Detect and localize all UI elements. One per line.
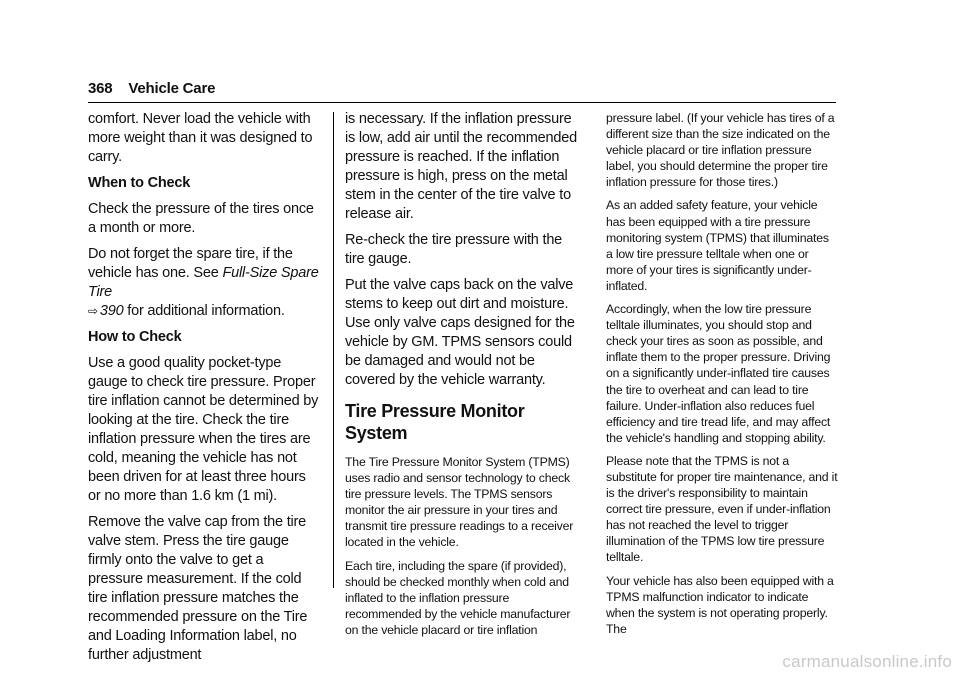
paragraph: Use a good quality pocket-type gauge to check tire pressure. Proper tire inflation cannot be determined by looking at the tire. Check the tire inflation pressure when the tires are cold, meaning the vehicle has not been driven for at least three hours or no more than 1.6 km (1 mi). — [88, 355, 319, 504]
paragraph: Remove the valve cap from the tire valve stem. Press the tire gauge firmly onto the valve to get a pressure measurement. If the cold tire inflation pressure matches the recommended pressure on the Tire and Loading Information label, no further adjustment — [88, 514, 308, 663]
paragraph: is necessary. If the inflation pressure is low, add air until the recommended pressure is reached. If the inflation pressure is high, press on the metal stem in the center of the tire valve to release air. — [345, 111, 577, 222]
paragraph: Your vehicle has also been equipped with a TPMS malfunction indicator to indicate when the system is not operating properly. The — [606, 573, 834, 636]
paragraph: Please note that the TPMS is not a substitute for proper tire maintenance, and it is the driver's responsibility to maintain correct tire pressure, even if under-inflation has not reached the level to trigger illumination of the TPMS low tire pressure telltale. — [606, 453, 838, 565]
subheading-how-to-check: How to Check — [88, 329, 182, 345]
spare-tire-link[interactable]: Full-Size Spare Tire — [88, 265, 319, 300]
column-2 — [345, 110, 581, 645]
page-number: 368 — [88, 80, 113, 97]
section-name: Vehicle Care — [128, 80, 216, 97]
subheading-when-to-check: When to Check — [88, 175, 191, 191]
column-1 — [88, 110, 320, 672]
page-ref-link[interactable]: 390 — [99, 303, 124, 319]
page-header — [88, 80, 836, 103]
paragraph: Put the valve caps back on the valve stems to keep out dirt and moisture. Use only valve caps designed for the vehicle by GM. TPMS sensors could be damaged and would not be covered by the vehicle warranty. — [345, 277, 575, 388]
paragraph: comfort. Never load the vehicle with more weight than it was designed to carry. — [88, 111, 313, 165]
column-3 — [606, 110, 838, 644]
watermark: carmanualsonline.info — [782, 652, 952, 671]
paragraph: Check the pressure of the tires once a month or more. — [88, 201, 314, 236]
paragraph: The Tire Pressure Monitor System (TPMS) uses radio and sensor technology to check tire pressure levels. The TPMS sensors monitor the air pressure in your tires and transmit tire pressure readings to a receiver located in the vehicle. — [345, 455, 574, 550]
section-title: Tire Pressure Monitor System — [345, 401, 525, 443]
column-divider — [333, 112, 334, 588]
page-ref-arrow-icon: ⇨ — [88, 304, 98, 318]
paragraph-spare-tire: Do not forget the spare tire, if the vehicle has one. See Full-Size Spare Tire ⇨ 390 for additional information. — [88, 246, 319, 319]
paragraph: pressure label. (If your vehicle has tires of a different size than the size indicated on the vehicle placard or tire inflation pressure label, you should determine the proper tire inflation pressure for those tires.) — [606, 111, 835, 190]
paragraph: As an added safety feature, your vehicle has been equipped with a tire pressure monitoring system (TPMS) that illuminates a low tire pressure telltale when one or more of your tires is significantly under-inflated. — [606, 198, 829, 293]
paragraph: Re-check the tire pressure with the tire gauge. — [345, 232, 563, 267]
paragraph: Accordingly, when the low tire pressure telltale illuminates, you should stop and check your tires as soon as possible, and inflate them to the proper pressure. Driving on a significantly under-inflated tire causes the tire to overheat and can lead to tire failure. Under-inflation also reduces fuel efficiency and tire tread life, and may affect the vehicle's handling and stopping ability. — [606, 302, 831, 445]
paragraph: Each tire, including the spare (if provided), should be checked monthly when cold and inflated to the inflation pressure recommended by the vehicle manufacturer on the vehicle placard or tire inflation — [345, 558, 571, 637]
